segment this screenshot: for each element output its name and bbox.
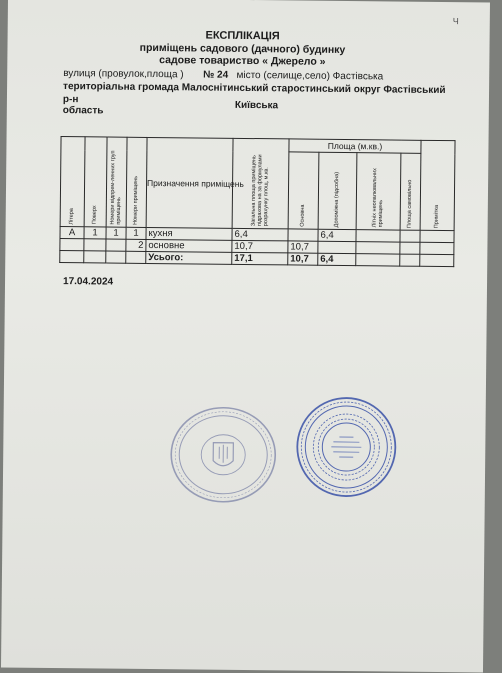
explication-table: [59, 136, 455, 267]
seal-stamp-right: [295, 396, 398, 499]
cell-note: [420, 242, 454, 254]
header-main: Основна: [288, 152, 319, 229]
document-title: ЕКСПЛІКАЦІЯ: [205, 29, 280, 43]
corner-mark: Ч: [452, 16, 459, 27]
header-aux: Допоміжна (підсобна): [318, 152, 357, 229]
header-floor-gap: Площа самовільно: [400, 153, 421, 230]
cell-floor-gap: [400, 230, 420, 242]
total-aux: 6,4: [318, 253, 356, 265]
total-main: 10,7: [288, 253, 318, 265]
cell-total: 6,4: [232, 228, 288, 241]
cell-purpose: основне: [146, 239, 232, 252]
society-name: садове товариство « Джерело »: [159, 54, 326, 68]
address-line-1: [63, 68, 383, 82]
header-area-group: Площа (м.кв.): [289, 139, 421, 153]
plot-number: № 24: [203, 69, 229, 81]
cell-floor-gap: [400, 242, 420, 254]
cell-group: 1: [106, 227, 126, 239]
cell-litera: [60, 239, 84, 251]
total-label: Усього:: [146, 251, 232, 264]
cell-total: 10,7: [232, 240, 288, 253]
cell-main: 10,7: [288, 241, 318, 253]
place-label: місто (селище,село) Фастівська: [236, 69, 384, 83]
district-abbr: р-н: [62, 94, 79, 106]
total-area: 17,1: [232, 252, 288, 265]
cell-aux: [318, 241, 356, 253]
cell-room: 1: [126, 227, 146, 239]
cell-summer: [356, 242, 400, 254]
document-page: [1, 0, 490, 672]
community-line: територіальна громада Малоснітинський старостинський округ Фастівський: [63, 81, 446, 97]
cell-floor: 1: [84, 227, 106, 239]
cell-floor: [84, 239, 106, 251]
cell-note: [420, 230, 454, 242]
street-label: вулиця (провулок,площа ): [63, 68, 184, 81]
header-note: Примітка: [420, 140, 455, 230]
oblast-value: Київська: [234, 99, 279, 112]
cell-aux: 6,4: [318, 229, 356, 241]
header-summer: Літніх неопалювальних приміщень: [356, 153, 401, 230]
cell-group: [106, 239, 126, 251]
cell-summer: [356, 230, 400, 242]
seal-stamp-left: [169, 404, 278, 505]
cell-purpose: кухня: [146, 227, 232, 240]
oblast-label: область: [62, 105, 104, 117]
header-purpose: Призначення приміщень: [146, 137, 233, 228]
cell-litera: А: [60, 227, 84, 239]
cell-main: [288, 229, 318, 241]
header-room-number: Номери приміщень: [126, 137, 147, 227]
header-litera: Літера: [60, 137, 85, 227]
document-subtitle: приміщень садового (дачного) будинку: [139, 41, 346, 57]
header-total-area: Загальна площа приміщень підрахова на за формулами розрахунку площ, м.кв.: [232, 138, 289, 229]
cell-room: 2: [126, 239, 146, 251]
header-floor: Поверх: [84, 137, 107, 227]
header-group-number: Номери відпрем-ленних груп приміщень: [106, 137, 127, 227]
document-date: 17.04.2024: [62, 276, 114, 288]
